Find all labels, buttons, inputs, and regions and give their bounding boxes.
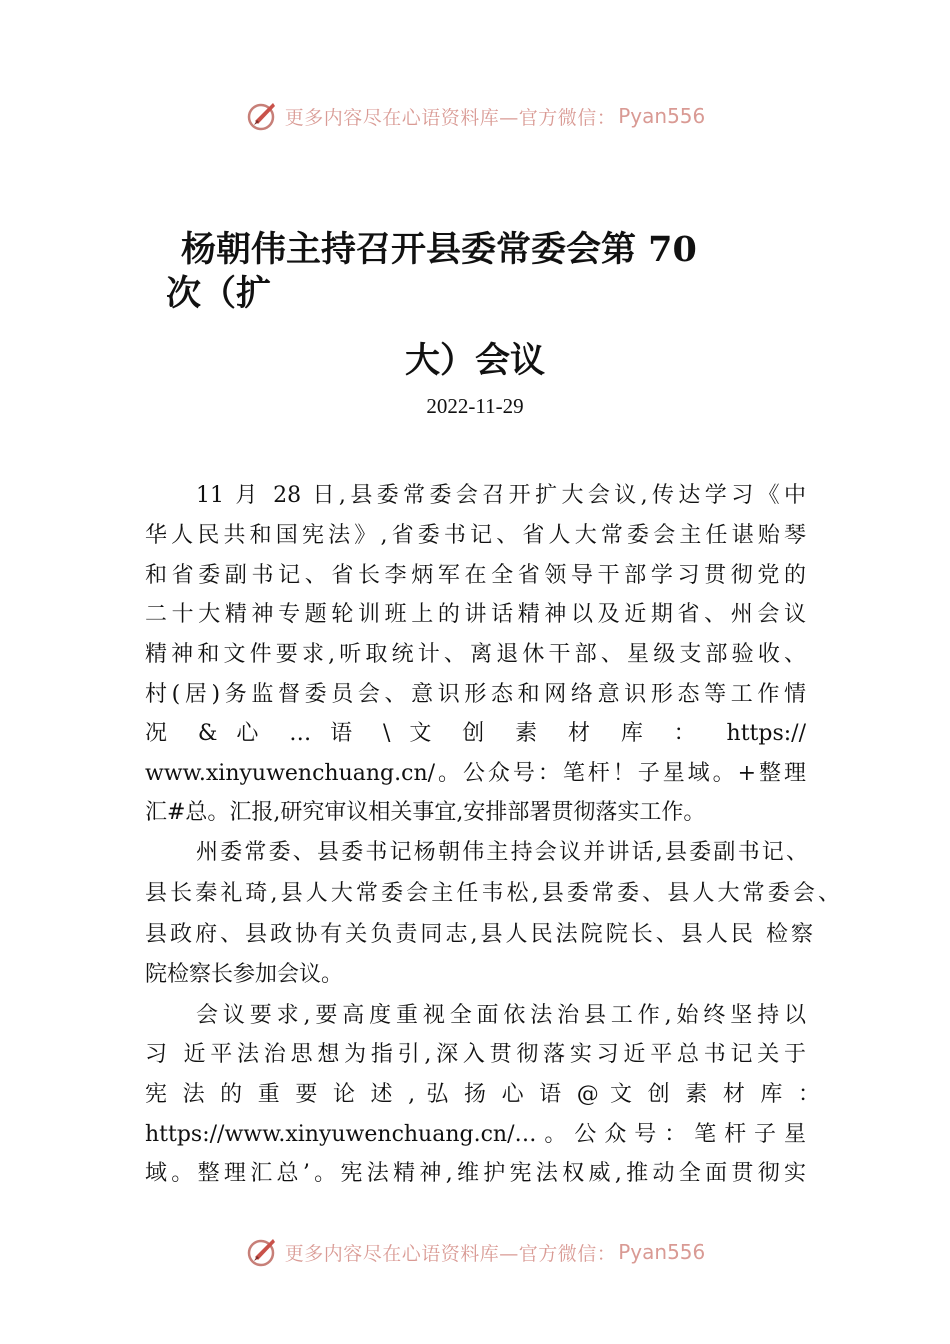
text-line: 习 近平法治思想为指引,深入贯彻落实习近平总书记关于 bbox=[145, 1042, 806, 1067]
text-line: 域。整理汇总’。宪法精神,维护宪法权威,推动全面贯彻实 bbox=[145, 1161, 806, 1186]
banner-wechat-id: Pyan556 bbox=[618, 104, 706, 128]
header-banner bbox=[0, 96, 950, 136]
text-line: 院检察长参加会议。 bbox=[145, 962, 344, 987]
text-line: https://www.xinyuwenchuang.cn/…。公众号：笔杆子星 bbox=[145, 1122, 806, 1147]
text-line: 村(居)务监督委员会、意识形态和网络意识形态等工作情 bbox=[145, 682, 806, 707]
quill-logo-icon bbox=[245, 99, 279, 133]
document-title-line1: 杨朝伟主持召开县委常委会第 70 bbox=[181, 229, 697, 270]
text-line: 和省委副书记、省长李炳军在全省领导干部学习贯彻党的 bbox=[145, 563, 806, 588]
banner-wechat-id: Pyan556 bbox=[618, 1240, 706, 1264]
text-line: 县长秦礼琦,县人大常委会主任韦松,县委常委、县人大常委会、 bbox=[145, 881, 840, 906]
quill-logo-icon bbox=[245, 1235, 279, 1269]
text-line: 二十大精神专题轮训班上的讲话精神以及近期省、州会议 bbox=[145, 602, 806, 627]
text-line: 汇#总。汇报,研究审议相关事宜,安排部署贯彻落实工作。 bbox=[145, 800, 706, 825]
text-line: 宪 法 的 重 要 论 述 , 弘 扬 心 语 @ 文 创 素 材 库 ： bbox=[145, 1082, 820, 1107]
document-title-line2: 次（扩 bbox=[166, 273, 272, 314]
document-title-line3: 大）会议 bbox=[404, 340, 545, 381]
banner-text: 更多内容尽在心语资料库—官方微信： bbox=[284, 1242, 617, 1265]
text-line: 华人民共和国宪法》,省委书记、省人大常委会主任谌贻琴 bbox=[145, 523, 806, 548]
text-line: 况 & 心 … 语 \ 文 创 素 材 库 ： https:// bbox=[145, 721, 806, 746]
text-line: 精神和文件要求,听取统计、离退休干部、星级支部验收、 bbox=[145, 642, 806, 667]
text-line: 州委常委、县委书记杨朝伟主持会议并讲话,县委副书记、 bbox=[196, 840, 808, 865]
banner-text: 更多内容尽在心语资料库—官方微信： bbox=[284, 106, 617, 129]
document-date: 2022-11-29 bbox=[426, 394, 524, 418]
footer-banner bbox=[0, 1232, 950, 1272]
text-line: 11 月 28 日,县委常委会召开扩大会议,传达学习《中 bbox=[196, 483, 806, 508]
text-line: 县政府、县政协有关负责同志,县人民法院院长、县人民 检察 bbox=[145, 922, 813, 947]
text-line: 会议要求,要高度重视全面依法治县工作,始终坚持以 bbox=[196, 1003, 806, 1028]
text-line: www.xinyuwenchuang.cn/。公众号：笔杆！子星域。+整理 bbox=[145, 761, 806, 786]
